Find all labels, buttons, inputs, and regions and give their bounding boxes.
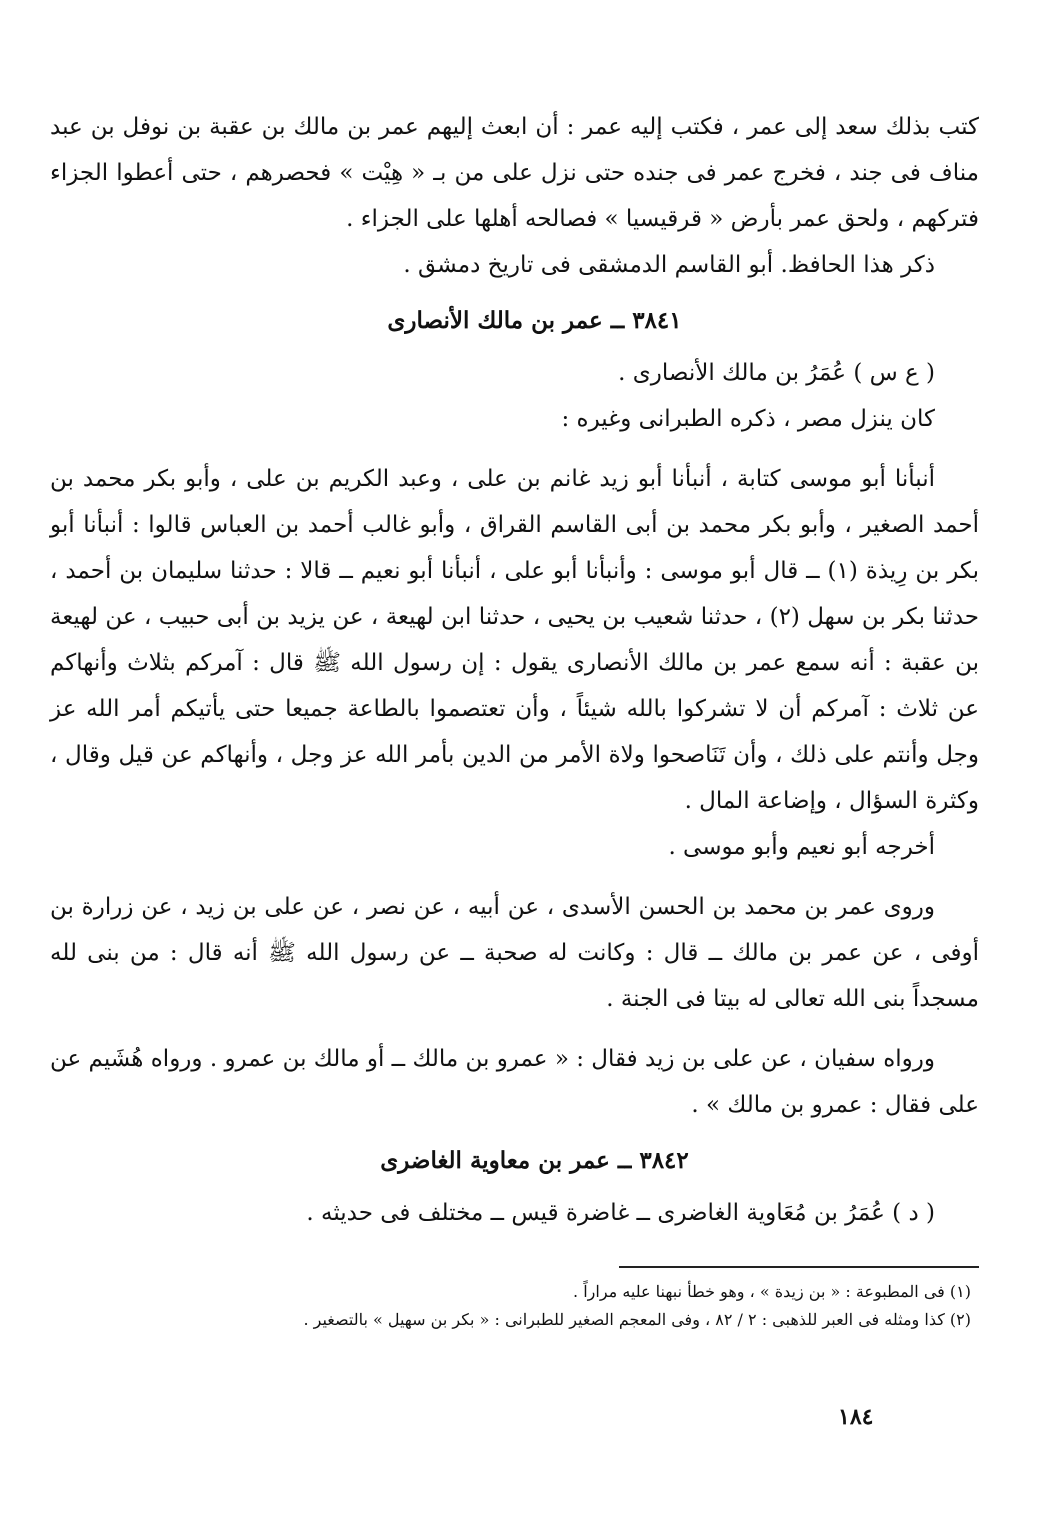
entry-riwaya2-3841: ورواه سفيان ، عن على بن زيد فقال : « عمرو بن مالك ــ أو مالك بن عمرو . ورواه هُشَيم عن على فقال : عمرو بن مالك » . xyxy=(50,1046,979,1118)
entry-intro-3841: ( ع س ) عُمَرُ بن مالك الأنصارى . xyxy=(618,360,935,386)
page-number: ١٨٤ xyxy=(838,1404,874,1430)
paragraph-conquest-hit: كتب بذلك سعد إلى عمر ، فكتب إليه عمر : أن ابعث إليهم عمر بن مالك بن عقبة بن نوفل بن عبد مناف فى جند ، فخرج عمر فى جنده حتى نزل على من بـ « هِيْت » فحصرهم ، حتى أعطوا الجزاء فتركهم ، ولحق عمر بأرض « قرقيسيا » فصالحه أهلها على الجزاء . xyxy=(50,114,979,232)
entry-heading-3842: ٣٨٤٢ ــ عمر بن معاوية الغاضرى xyxy=(380,1147,689,1174)
entry-intro-3842: ( د ) عُمَرُ بن مُعَاوية الغاضرى ــ غاضرة قيس ــ مختلف فى حديثه . xyxy=(306,1200,935,1226)
footnote-2: (٢) كذا ومثله فى العبر للذهبى : ٢ / ٨٢ ، وفى المعجم الصغير للطبرانى : « بكر بن سهيل » بالتصغير . xyxy=(303,1310,971,1329)
footnote-1: (١) فى المطبوعة : « بن زيدة » ، وهو خطأ نبهنا عليه مراراً . xyxy=(573,1282,971,1301)
entry-riwaya-3841: وروى عمر بن محمد بن الحسن الأسدى ، عن أبيه ، عن نصر ، عن على بن زيد ، عن زرارة بن أوفى ، عن عمر بن مالك ــ قال : وكانت له صحبة ــ عن رسول الله ﷺ أنه قال : من بنى لله مسجداً بنى الله تعالى له بيتا فى الجنة . xyxy=(50,894,979,1012)
entry-isnad-3841: أنبأنا أبو موسى كتابة ، أنبأنا أبو زيد غانم بن على ، وعبد الكريم بن على ، وأبو بكر محمد بن أحمد الصغير ، وأبو بكر محمد بن أبى القاسم القراق ، وأبو غالب أحمد بن العباس قالوا : أنبأنا أبو بكر بن رِيذة (١) ــ قال أبو موسى : وأنبأنا أبو على ، أنبأنا أبو نعيم ــ قالا : حدثنا سليمان بن أحمد ، حدثنا بكر بن سهل (٢) ، حدثنا شعيب بن يحيى ، حدثنا ابن لهيعة ، عن يزيد بن أبى حبيب ، عن لهيعة بن عقبة : أنه سمع عمر بن مالك الأنصارى يقول : إن رسول الله ﷺ قال : آمركم بثلاث وأنهاكم عن ثلاث : آمركم أن لا تشركوا بالله شيئاً ، وأن تعتصموا بالطاعة جميعا حتى يأتيكم أمر الله عز وجل وأنتم على ذلك ، وأن تَنَاصحوا ولاة الأمر من الدين بأمر الله عز وجل ، وأنهاكم عن قيل وقال ، وكثرة السؤال ، وإضاعة المال . xyxy=(50,466,979,814)
entry-takhrij-3841: أخرجه أبو نعيم وأبو موسى . xyxy=(668,834,935,860)
footnote-divider xyxy=(619,1266,979,1268)
entry-residence-3841: كان ينزل مصر ، ذكره الطبرانى وغيره : xyxy=(561,406,935,432)
entry-heading-3841: ٣٨٤١ ــ عمر بن مالك الأنصارى xyxy=(387,307,682,334)
paragraph-source-note: ذكر هذا الحافظ. أبو القاسم الدمشقى فى تاريخ دمشق . xyxy=(403,252,935,278)
